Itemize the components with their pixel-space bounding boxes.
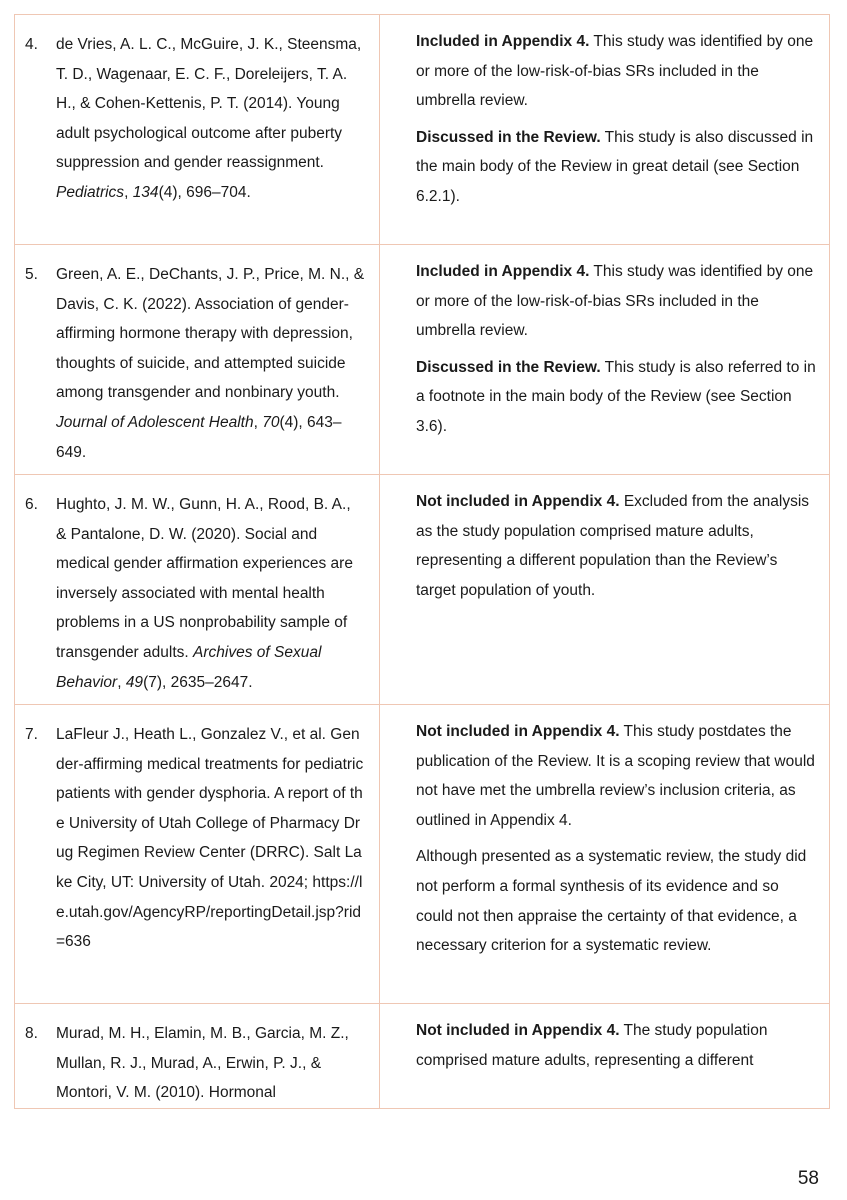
status-cell bbox=[380, 15, 830, 245]
journal-volume: 134 bbox=[132, 183, 159, 201]
reference-cell bbox=[15, 1004, 380, 1109]
status-paragraph: Not included in Appendix 4. Excluded from the analysis as the study population comprised mature adults, representing a different population than the Review’s target population of youth. bbox=[416, 493, 810, 599]
table-row bbox=[15, 705, 830, 1004]
reference-citation: de Vries, A. L. C., McGuire, J. K., Steensma, T. D., Wagenaar, E. C. F., Doreleijers, T. A. H., & Cohen-Kettenis, P. T. (2014). Young adult psychological outcome after puberty suppression and gender reassignment. Pediatrics, 134(4), 696–704. bbox=[56, 36, 362, 201]
table-row bbox=[15, 15, 830, 245]
reference-citation: Hughto, J. M. W., Gunn, H. A., Rood, B. A., & Pantalone, D. W. (2020). Social and medical gender affirmation experiences are inversely associated with mental health problems in a US nonprobability sample of transgender adults. Archives of Sexual Behavior, 49(7), 2635–2647. bbox=[56, 496, 353, 691]
reference-citation: Murad, M. H., Elamin, M. B., Garcia, M. Z., Mullan, R. J., Murad, A., Erwin, P. J., & Montori, V. M. (2010). Hormonal bbox=[56, 1025, 349, 1102]
reference-number: 5. bbox=[25, 266, 38, 283]
status-paragraph: Discussed in the Review. This study is also discussed in the main body of the Review in great detail (see Section 6.2.1). bbox=[416, 128, 814, 205]
status-paragraph: Although presented as a systematic review, the study did not perform a formal synthesis of its evidence and so could not then appraise the certainty of that evidence, a necessary criterion for a systematic review. bbox=[416, 848, 807, 955]
table-row bbox=[15, 245, 830, 475]
table-row bbox=[15, 1004, 830, 1109]
journal-title: Journal of Adolescent Health bbox=[56, 413, 254, 431]
page-number: 58 bbox=[797, 1168, 819, 1189]
status-cell bbox=[380, 705, 830, 1004]
status-paragraph: Included in Appendix 4. This study was identified by one or more of the low-risk-of-bias SRs included in the umbrella review. bbox=[416, 33, 814, 110]
status-paragraph: Discussed in the Review. This study is also referred to in a footnote in the main body of the Review (see Section 3.6). bbox=[416, 358, 816, 435]
journal-volume: 49 bbox=[125, 673, 144, 691]
reference-citation: LaFleur J., Heath L., Gonzalez V., et al. Gender-affirming medical treatments for pediatric patients with gender dysphoria. A report of the University of Utah College of Pharmacy Drug Regimen Review Center (DRRC). Salt Lake City, UT: University of Utah. 2024; https://le.utah.gov/AgencyRP/reportingDetail.jsp?rid=636 bbox=[56, 726, 364, 951]
journal-title: Archives of Sexual Behavior bbox=[56, 643, 322, 691]
reference-cell bbox=[15, 705, 380, 1004]
status-paragraph: Included in Appendix 4. This study was identified by one or more of the low-risk-of-bias SRs included in the umbrella review. bbox=[416, 263, 814, 340]
references-table bbox=[14, 14, 830, 1109]
reference-number: 4. bbox=[25, 36, 38, 53]
status-cell bbox=[380, 245, 830, 475]
status-paragraph: Not included in Appendix 4. This study postdates the publication of the Review. It is a scoping review that would not have met the umbrella review’s inclusion criteria, as outlined in Appendix 4. bbox=[416, 723, 815, 829]
reference-cell bbox=[15, 475, 380, 705]
status-paragraph: Not included in Appendix 4. The study population comprised mature adults, representing a different bbox=[416, 1022, 768, 1069]
reference-cell bbox=[15, 245, 380, 475]
status-cell bbox=[380, 475, 830, 705]
journal-title: Pediatrics bbox=[56, 183, 125, 201]
reference-cell bbox=[15, 15, 380, 245]
journal-volume: 70 bbox=[262, 413, 280, 431]
table-row bbox=[15, 475, 830, 705]
reference-citation: Green, A. E., DeChants, J. P., Price, M. N., & Davis, C. K. (2022). Association of gender-affirming hormone therapy with depression, thoughts of suicide, and attempted suicide among transgender and nonbinary youth. Journal of Adolescent Health, 70(4), 643–649. bbox=[56, 266, 365, 461]
status-cell bbox=[380, 1004, 830, 1109]
reference-number: 7. bbox=[25, 726, 38, 743]
reference-number: 6. bbox=[25, 496, 38, 513]
reference-number: 8. bbox=[25, 1025, 38, 1042]
